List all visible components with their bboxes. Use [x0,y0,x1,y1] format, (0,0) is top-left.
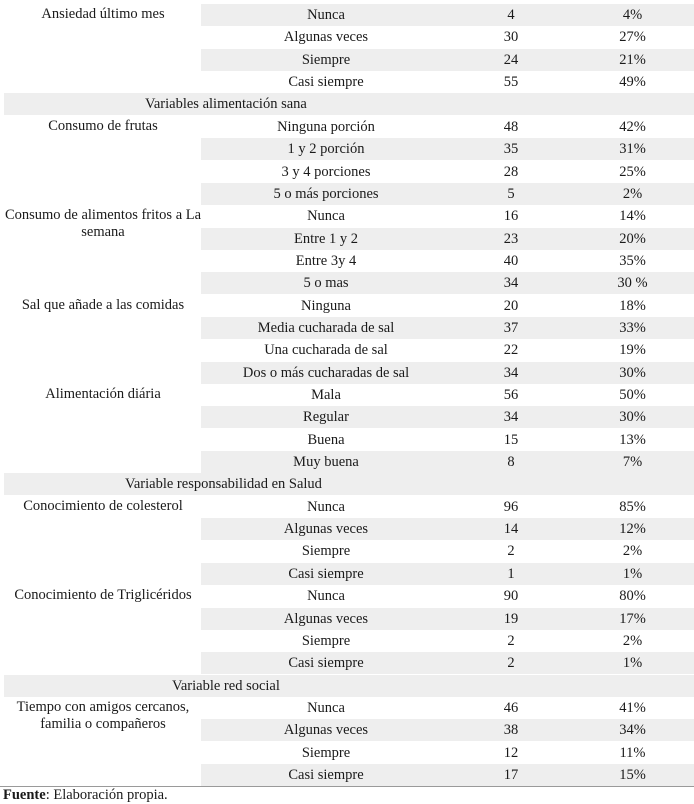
table-row [0,183,694,205]
section-header-row [0,675,694,697]
category-cell: Entre 3y 4 [295,252,357,269]
table-row [0,429,694,451]
count-cell: 1 [507,565,515,582]
count-cell: 48 [503,118,519,135]
table-row [0,585,694,607]
percent-cell: 42% [619,118,646,135]
table-row [0,295,694,317]
percent-cell: 21% [619,51,646,68]
table-row [0,317,694,339]
percent-cell: 1% [622,655,643,672]
category-cell: Siempre [301,744,351,761]
category-cell: Nunca [307,7,345,23]
variable-label: Sal que añade a las comidas [21,296,185,313]
count-cell: 90 [503,588,519,605]
count-cell: 19 [503,610,519,627]
percent-cell: 34% [619,722,646,739]
count-cell: 35 [503,141,519,158]
count-cell: 55 [503,74,519,91]
count-cell: 34 [503,409,519,426]
table-row [0,362,694,384]
count-cell: 28 [503,163,519,180]
count-cell: 96 [503,498,519,515]
category-cell: Una cucharada de sal [264,342,388,359]
percent-cell: 2% [622,543,643,560]
category-cell: Mala [311,387,341,403]
table-row [0,384,694,406]
percent-cell: 49% [619,74,646,91]
count-cell: 4 [507,7,515,23]
percent-cell: 85% [619,498,646,515]
percent-cell: 30% [619,364,646,381]
count-cell: 56 [503,387,519,403]
table-row [0,630,694,652]
percent-cell: 14% [619,208,646,225]
source-label: Fuente [3,787,46,803]
category-cell: Siempre [301,543,351,560]
variable-label: Ansiedad último mes [41,6,165,22]
table-row [0,451,694,473]
source-text: : Elaboración propia. [45,787,168,803]
count-cell: 14 [503,521,519,538]
category-cell: Regular [303,409,349,426]
count-cell: 38 [503,722,519,739]
percent-cell: 80% [619,588,646,605]
percent-cell: 12% [619,521,646,538]
section-shading [4,473,694,495]
count-cell: 20 [503,297,519,314]
count-cell: 40 [503,252,519,269]
section-shading [4,93,694,115]
count-cell: 2 [507,632,515,649]
table-row [0,518,694,540]
table-row [0,742,694,764]
category-cell: 1 y 2 porción [287,141,365,158]
source-note [3,786,168,804]
table-row [0,228,694,250]
percent-cell: 4% [622,7,643,23]
count-cell: 8 [507,454,515,470]
percent-cell: 17% [619,610,646,627]
table-row [0,161,694,183]
count-cell: 5 [507,185,515,202]
table-row [0,71,694,93]
category-cell: Nunca [307,588,345,605]
category-cell: Muy buena [293,454,359,470]
table-row [0,652,694,674]
variable-label: Tiempo con amigos cercanos, familia o compañeros [16,698,190,732]
category-cell: Ninguna [301,297,351,314]
category-cell: Siempre [301,632,351,649]
category-cell: Algunas veces [283,722,369,739]
count-cell: 2 [507,543,515,560]
count-cell: 34 [503,275,519,292]
table-row [0,563,694,585]
percent-cell: 15% [619,766,646,783]
percent-cell: 27% [619,29,646,46]
category-cell: Algunas veces [283,610,369,627]
table-row [0,608,694,630]
category-cell: 5 o mas [303,275,349,292]
category-cell: Casi siempre [288,766,364,783]
count-cell: 37 [503,319,519,336]
category-cell: Media cucharada de sal [257,319,395,336]
percent-cell: 31% [619,141,646,158]
table-row [0,49,694,71]
table-row [0,250,694,272]
percent-cell: 13% [619,431,646,448]
section-header-row [0,93,694,115]
variable-label: Conocimiento de colesterol [23,497,183,514]
count-cell: 34 [503,364,519,381]
percent-cell: 2% [622,632,643,649]
count-cell: 46 [503,699,519,716]
percent-cell: 41% [619,699,646,716]
category-cell: Algunas veces [283,29,369,46]
category-cell: Casi siempre [288,655,364,672]
table-row [0,26,694,48]
percent-cell: 18% [619,297,646,314]
category-cell: Siempre [301,51,351,68]
count-cell: 23 [503,230,519,247]
count-cell: 24 [503,51,519,68]
percent-cell: 30% [619,409,646,426]
category-cell: 3 y 4 porciones [281,163,371,180]
table-row [0,4,694,26]
percent-cell: 1% [622,565,643,582]
category-cell: Nunca [307,498,345,515]
table-row [0,272,694,294]
percent-cell: 20% [619,230,646,247]
percent-cell: 2% [622,185,643,202]
percent-cell: 25% [619,163,646,180]
table-row [0,339,694,361]
percent-cell: 30 % [617,275,648,292]
percent-cell: 19% [619,342,646,359]
variable-label: Consumo de frutas [48,117,158,134]
count-cell: 16 [503,208,519,225]
section-header-row [0,473,694,495]
count-cell: 30 [503,29,519,46]
category-cell: Nunca [307,699,345,716]
section-title: Variable red social [172,677,280,694]
table-row [0,764,694,786]
percent-cell: 35% [619,252,646,269]
count-cell: 15 [503,431,519,448]
category-cell: Dos o más cucharadas de sal [242,364,410,381]
percent-cell: 7% [622,454,643,470]
percent-cell: 50% [619,387,646,403]
category-cell: Ninguna porción [277,118,375,135]
category-cell: Algunas veces [283,521,369,538]
section-shading [4,675,694,697]
table-row [0,540,694,562]
variable-label: Consumo de alimentos fritos a La semana [4,207,202,241]
count-cell: 17 [503,766,519,783]
section-title: Variables alimentación sana [145,96,307,113]
category-cell: Casi siempre [288,565,364,582]
variable-label: Conocimiento de Triglicéridos [14,587,192,604]
variable-label: Alimentación diária [45,386,161,402]
section-title: Variable responsabilidad en Salud [125,476,322,493]
category-cell: Casi siempre [288,74,364,91]
count-cell: 2 [507,655,515,672]
category-cell: 5 o más porciones [273,185,379,202]
table-row [0,496,694,518]
category-cell: Buena [307,431,345,448]
table-row [0,719,694,741]
table-row [0,406,694,428]
category-cell: Nunca [307,208,345,225]
count-cell: 12 [503,744,519,761]
table-row [0,116,694,138]
percent-cell: 33% [619,319,646,336]
percent-cell: 11% [619,744,646,761]
category-cell: Entre 1 y 2 [293,230,359,247]
table-row [0,138,694,160]
count-cell: 22 [503,342,519,359]
